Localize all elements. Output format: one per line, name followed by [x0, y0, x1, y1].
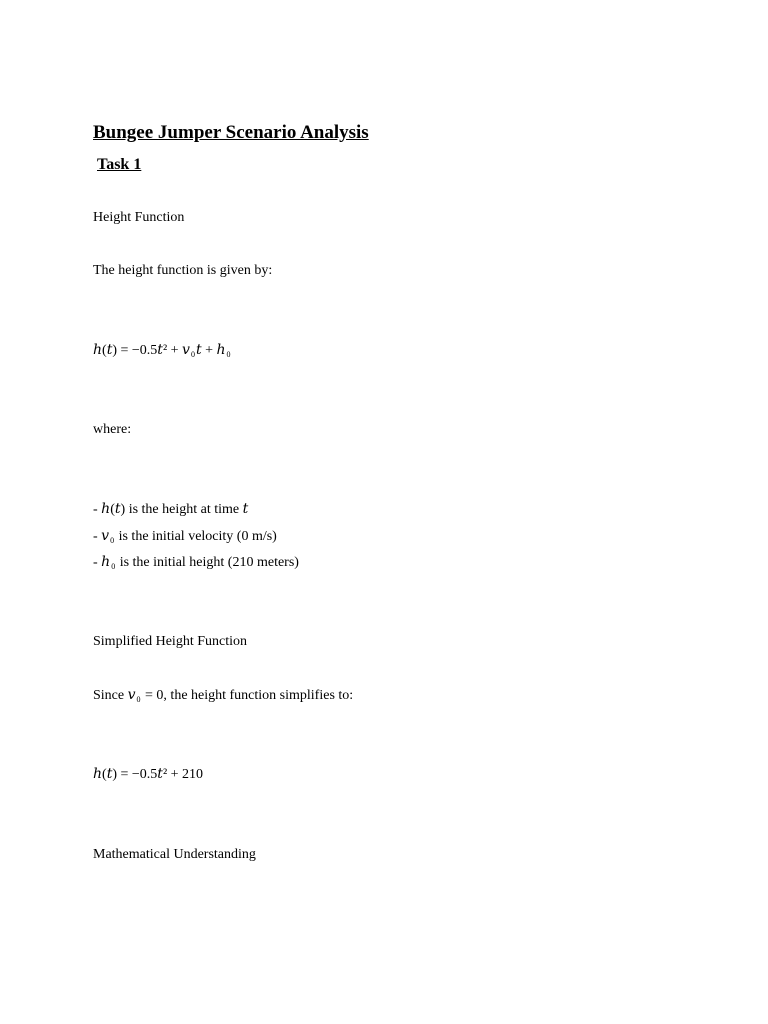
section-height-function: Height Function	[93, 210, 185, 225]
equation-simplified	[93, 765, 203, 784]
intro-text: The height function is given by:	[93, 263, 273, 278]
def-paren-open: (	[110, 502, 115, 517]
since-text	[93, 686, 353, 709]
since-var: v	[127, 687, 136, 703]
def-text: is the initial height (210 meters)	[116, 555, 299, 570]
since-sub: 0	[136, 695, 141, 704]
task-heading: Task 1	[97, 156, 142, 173]
eq-middle: ) = −0.5	[112, 343, 158, 358]
section-simplified: Simplified Height Function	[93, 634, 247, 649]
eq2-t: t	[106, 766, 113, 782]
equation-general	[93, 341, 232, 364]
eq-h0: h	[216, 342, 226, 358]
eq-t2: t	[195, 342, 202, 358]
eq-h: h	[93, 342, 103, 358]
eq-open-paren: (	[102, 343, 107, 358]
eq-sq-plus: ² +	[162, 343, 183, 358]
document-title: Bungee Jumper Scenario Analysis	[93, 122, 369, 143]
eq-v: v	[182, 342, 190, 358]
def-dash: -	[93, 529, 102, 544]
def-paren-t: t	[114, 501, 121, 517]
def-var-t: t	[242, 501, 249, 517]
definition-height	[93, 500, 248, 519]
eq2-rest: ² + 210	[162, 767, 204, 782]
where-label: where:	[93, 422, 132, 437]
eq-plus: +	[201, 343, 217, 358]
def-v-sub: 0	[110, 536, 115, 545]
since-post: = 0, the height function simplifies to:	[141, 688, 354, 703]
def-h0-sub: 0	[111, 562, 116, 571]
eq2-open-paren: (	[102, 767, 107, 782]
def-v: v	[101, 528, 110, 544]
def-dash: -	[93, 555, 102, 570]
def-h: h	[101, 501, 111, 517]
def-text: is the height at time	[125, 502, 243, 517]
eq-t: t	[106, 342, 113, 358]
since-pre: Since	[93, 688, 128, 703]
eq-t-sq: t	[157, 342, 163, 358]
def-h0: h	[101, 554, 111, 570]
eq-v-sub: 0	[190, 350, 195, 359]
eq2-middle: ) = −0.5	[112, 767, 158, 782]
eq2-t-sq: t	[157, 766, 163, 782]
eq-h0-sub: 0	[226, 350, 231, 359]
def-dash: -	[93, 502, 102, 517]
def-text: is the initial velocity (0 m/s)	[115, 529, 277, 544]
definition-velocity	[93, 527, 277, 550]
def-paren-close: )	[120, 502, 126, 517]
definition-initial-height	[93, 553, 299, 576]
eq2-h: h	[93, 766, 103, 782]
section-math-understanding: Mathematical Understanding	[93, 847, 256, 862]
